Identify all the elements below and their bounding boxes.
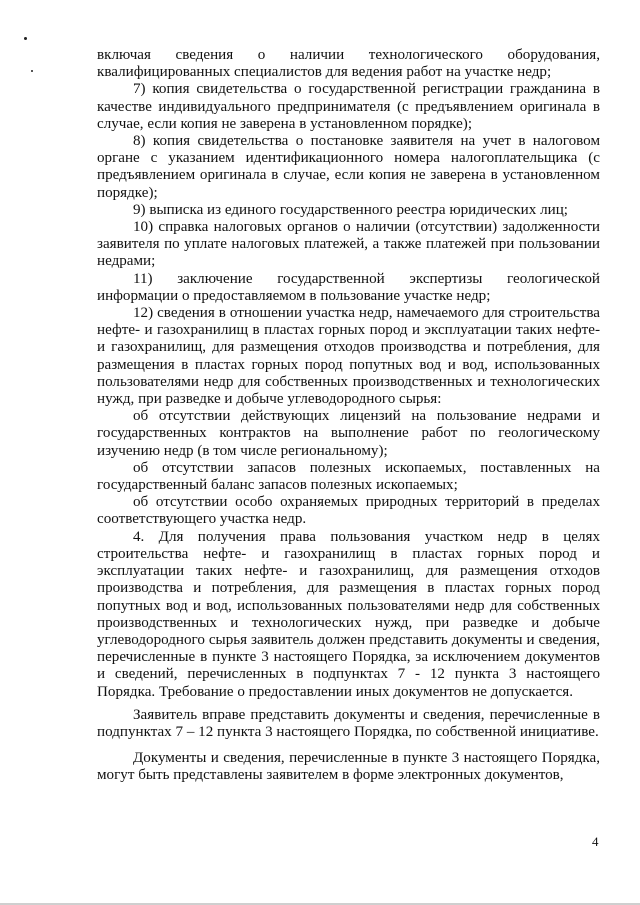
- paragraph-item-8: 8) копия свидетельства о постановке заявителя на учет в налоговом органе с указанием идентификационного номера налогоплательщика (с предъявлением оригинала в случае, если копия не заверена в установленном порядке);: [97, 133, 600, 201]
- paragraph-no-protected-areas: об отсутствии особо охраняемых природных территорий в пределах соответствующего участка недр.: [97, 494, 600, 528]
- paragraph-initiative: Заявитель вправе представить документы и сведения, перечисленные в подпунктах 7 – 12 пункта 3 настоящего Порядка, по собственной инициативе.: [97, 706, 600, 740]
- paragraph-electronic-docs: Документы и сведения, перечисленные в пункте 3 настоящего Порядка, могут быть представлены заявителем в форме электронных документов,: [97, 750, 600, 784]
- document-body: [97, 47, 600, 785]
- scan-speck: [31, 70, 33, 72]
- page-number: 4: [592, 834, 599, 849]
- paragraph-item-11: 11) заключение государственной экспертизы геологической информации о предоставляемом в пользование участке недр;: [97, 270, 600, 304]
- paragraph-continuation: включая сведения о наличии технологического оборудования, квалифицированных специалистов для ведения работ на участке недр;: [97, 47, 600, 81]
- paragraph-section-4: 4. Для получения права пользования участком недр в целях строительства нефте- и газохранилищ в пластах горных пород и эксплуатации таких нефте- и газохранилищ, для размещения отходов производства и потребления, для размещения в пластах горных пород попутных вод и вод, использованных пользователями недр для собственных производственных и технологических нужд, при разведке и добыче углеводородного сырья заявитель должен представить документы и сведения, перечисленные в пункте 3 настоящего Порядка, за исключением документов и сведений, перечисленных в подпунктах 7 - 12 пункта 3 настоящего Порядка. Требование о предоставлении иных документов не допускается.: [97, 528, 600, 700]
- paragraph-item-12: 12) сведения в отношении участка недр, намечаемого для строительства нефте- и газохранилищ в пластах горных пород и эксплуатации таких нефте- и газохранилищ, для размещения отходов производства и потребления, для размещения в пластах горных пород попутных вод и вод, использованных пользователями недр для собственных производственных и технологических нужд, при разведке и добыче углеводородного сырья:: [97, 305, 600, 408]
- paragraph-no-licenses: об отсутствии действующих лицензий на пользование недрами и государственных контрактов на выполнение работ по геологическому изучению недр (в том числе региональному);: [97, 408, 600, 459]
- scan-speck: [24, 37, 27, 40]
- paragraph-no-reserves: об отсутствии запасов полезных ископаемых, поставленных на государственный баланс запасов полезных ископаемых;: [97, 459, 600, 494]
- paragraph-item-9: 9) выписка из единого государственного реестра юридических лиц;: [133, 201, 568, 218]
- paragraph-item-10: 10) справка налоговых органов о наличии (отсутствии) задолженности заявителя по уплате налоговых платежей, а также платежей при пользовании недрами;: [97, 219, 600, 270]
- paragraph-item-7: 7) копия свидетельства о государственной регистрации гражданина в качестве индивидуального предпринимателя (с предъявлением оригинала в случае, если копия не заверена в установленном порядке);: [97, 81, 600, 132]
